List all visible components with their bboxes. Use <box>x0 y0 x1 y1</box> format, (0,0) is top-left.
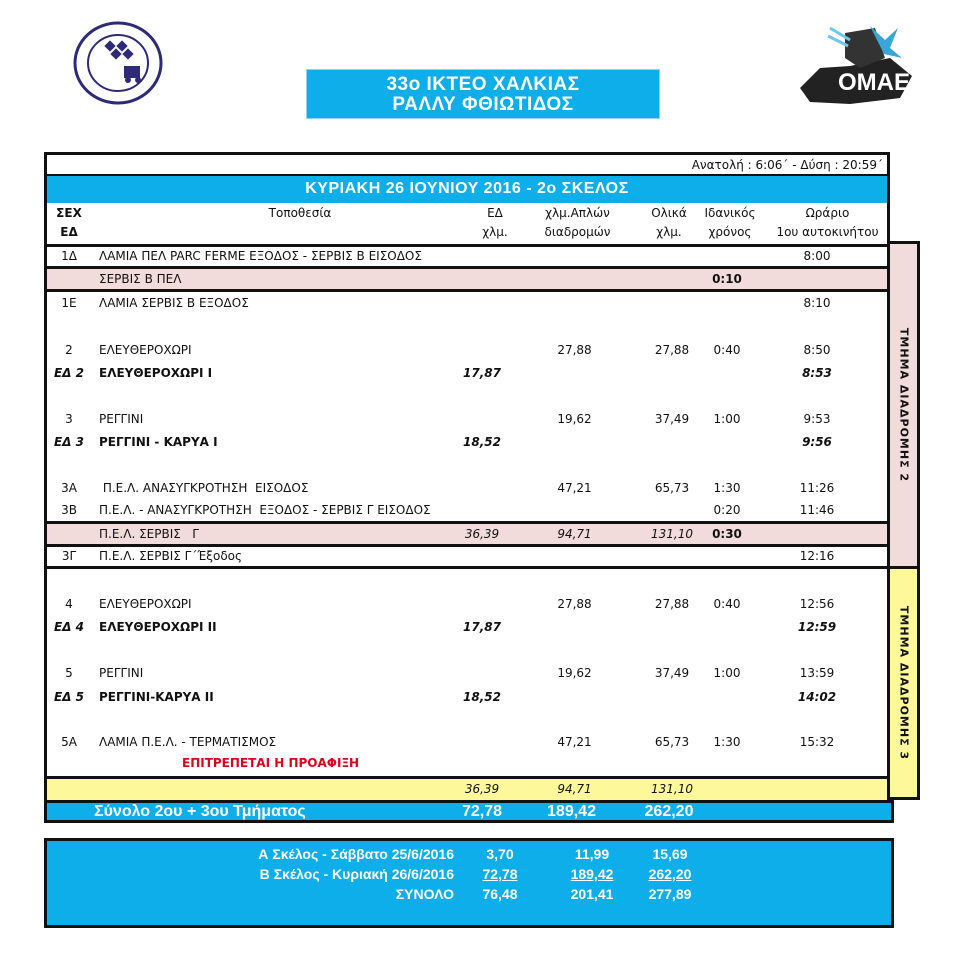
club-emblem-logo <box>72 20 164 106</box>
row-location: ΛΑΜΙΑ ΣΕΡΒΙΣ Β ΕΞΟΔΟΣ <box>99 296 249 310</box>
row-total-km: 37,49 <box>654 666 690 680</box>
row-code: 3Γ <box>61 549 77 563</box>
omae-logo-text: ΟΜΑΕ <box>838 69 910 96</box>
col-header-schedule-2: 1ου αυτοκινήτου <box>776 225 879 239</box>
row-code: 2 <box>65 343 73 357</box>
row-total-km: 65,73 <box>654 735 690 749</box>
row-liaison-km: 47,21 <box>557 481 592 495</box>
row-total-km: 27,88 <box>654 343 690 357</box>
row-ideal-time: 0:20 <box>713 503 741 517</box>
row-liaison-km: 19,62 <box>557 412 592 426</box>
row-location: Π.Ε.Λ. - ΑΝΑΣΥΓΚΡΟΤΗΣΗ ΕΞΟΔΟΣ - ΣΕΡΒΙΣ Γ ΕΙΣΟΔΟΣ <box>99 503 431 517</box>
row-code: 4 <box>65 597 73 611</box>
col-header-total-km-1: Ολικά <box>651 206 687 220</box>
summary-total-km: 277,89 <box>648 886 692 902</box>
row-time: 14:02 <box>797 690 837 704</box>
row-location: ΛΑΜΙΑ ΠΕΛ PARC FERME ΕΞΟΔΟΣ - ΣΕΡΒΙΣ Β ΕΙΣΟΔΟΣ <box>99 249 422 263</box>
row-ideal-time: 0:10 <box>712 272 742 286</box>
row-location: ΕΛΕΥΘΕΡΟΧΩΡΙ Ι <box>99 366 213 380</box>
row-code: ΕΔ 2 <box>53 366 84 380</box>
summary-liaison-km: 189,42 <box>570 866 614 882</box>
row-time: 8:50 <box>803 343 831 357</box>
row-location: ΡΕΓΓΙΝΙ <box>99 412 144 426</box>
row-location: Π.Ε.Λ. ΣΕΡΒΙΣ Γ <box>99 527 199 541</box>
col-header-ideal-time-2: χρόνος <box>708 225 752 239</box>
row-code: 3Α <box>61 481 77 495</box>
col-header-ideal-time-1: Ιδανικός <box>704 206 756 220</box>
row-ideal-time: 0:40 <box>713 343 741 357</box>
summary-label: Α Σκέλος - Σάββατο 25/6/2016 <box>258 846 454 862</box>
col-header-code-1: ΣΕΧ <box>56 206 82 220</box>
row-location: ΕΛΕΥΘΕΡΟΧΩΡΙ <box>99 597 192 611</box>
subtotal-liaison-km: 94,71 <box>557 782 592 796</box>
row-time: 13:59 <box>799 666 835 680</box>
col-header-code <box>47 204 91 244</box>
row-code: ΕΔ 4 <box>53 620 84 634</box>
row-time: 8:53 <box>802 366 832 380</box>
row-code: 5 <box>65 666 73 680</box>
grand-total-total-km: 262,20 <box>644 803 694 820</box>
col-header-code-2: ΕΔ <box>60 225 78 239</box>
row-code: 3Β <box>61 503 77 517</box>
row-ed-km: 18,52 <box>463 690 501 704</box>
row-ed-km: 18,52 <box>463 435 501 449</box>
row-liaison-km: 47,21 <box>557 735 592 749</box>
row-code: ΕΔ 3 <box>53 435 84 449</box>
summary-total-km: 15,69 <box>652 846 688 862</box>
row-time: 12:16 <box>799 549 835 563</box>
col-header-ed-km-2: χλμ. <box>482 225 508 239</box>
summary-row-leg-b <box>47 865 891 883</box>
row-total-km: 27,88 <box>654 597 690 611</box>
section-2-label: ΤΜΗΜΑ ΔΙΑΔΡΟΜΗΣ 2 <box>897 327 910 483</box>
grand-total-ed-km: 72,78 <box>461 803 503 820</box>
row-total-km: 131,10 <box>651 527 693 541</box>
row-location: ΛΑΜΙΑ Π.Ε.Λ. - ΤΕΡΜΑΤΙΣΜΟΣ <box>99 735 277 749</box>
event-title-line1: 33ο ΙΚΤΕΟ ΧΑΛΚΙΑΣ <box>386 74 580 95</box>
row-total-km: 65,73 <box>654 481 690 495</box>
row-ed-km: 17,87 <box>463 366 501 380</box>
event-title-line2: ΡΑΛΛΥ ΦΘΙΩΤΙΔΟΣ <box>392 94 574 115</box>
summary-ed-km: 72,78 <box>482 866 518 882</box>
row-location: Π.Ε.Λ. ΣΕΡΒΙΣ Γ΄Έξοδος <box>99 549 243 563</box>
row-ed-km: 17,87 <box>463 620 501 634</box>
row-time: 8:00 <box>803 249 831 263</box>
row-liaison-km: 94,71 <box>557 527 592 541</box>
row-time: 11:26 <box>799 481 835 495</box>
col-header-ideal-time <box>695 204 765 244</box>
day-title: ΚΥΡΙΑΚΗ 26 ΙΟΥΝΙΟΥ 2016 - 2ο ΣΚΕΛΟΣ <box>44 176 890 203</box>
sunrise-sunset: Ανατολή : 6:06΄ - Δύση : 20:59΄ <box>44 152 890 176</box>
row-location: ΕΛΕΥΘΕΡΟΧΩΡΙ ΙΙ <box>99 620 217 634</box>
row-ideal-time: 0:30 <box>712 527 742 541</box>
row-ideal-time: 0:40 <box>713 597 741 611</box>
grand-total-liaison-km: 189,42 <box>547 803 596 820</box>
summary-ed-km: 3,70 <box>486 846 514 862</box>
row-ed-km: 36,39 <box>464 527 500 541</box>
row-location: Π.Ε.Λ. ΑΝΑΣΥΓΚΡΟΤΗΣΗ ΕΙΣΟΔΟΣ <box>99 481 309 495</box>
section-3-label-box <box>887 566 920 800</box>
row-time: 12:59 <box>797 620 837 634</box>
subtotal-total-km: 131,10 <box>651 782 693 796</box>
row-liaison-km: 27,88 <box>557 597 592 611</box>
row-time: 9:56 <box>802 435 832 449</box>
row-location: ΡΕΓΓΙΝΙ <box>99 666 144 680</box>
row-time: 15:32 <box>799 735 835 749</box>
row-ideal-time: 1:00 <box>713 412 741 426</box>
early-arrival-note: ΕΠΙΤΡΕΠΕΤΑΙ Η ΠΡΟΑΦΙΞΗ <box>182 756 360 770</box>
row-ideal-time: 1:00 <box>713 666 741 680</box>
summary-label: Β Σκέλος - Κυριακή 26/6/2016 <box>259 866 454 882</box>
row-code: 3 <box>65 412 73 426</box>
summary-label: ΣΥΝΟΛΟ <box>395 886 454 902</box>
col-header-total-km-2: χλμ. <box>656 225 682 239</box>
grand-total-label: Σύνολο 2ου + 3ου Τμήματος <box>94 803 306 820</box>
summary-row-total <box>47 885 891 903</box>
section-2-label-box <box>887 241 920 569</box>
col-header-ed-km-1: ΕΔ <box>487 206 503 220</box>
section-3-label: ΤΜΗΜΑ ΔΙΑΔΡΟΜΗΣ 3 <box>897 605 910 761</box>
row-code: ΕΔ 5 <box>53 690 84 704</box>
row-time: 8:10 <box>803 296 831 310</box>
col-header-location <box>200 204 400 244</box>
summary-ed-km: 76,48 <box>482 886 518 902</box>
row-code: 1Ε <box>61 296 77 310</box>
event-title <box>306 69 660 119</box>
row-location: ΡΕΓΓΙΝΙ - ΚΑΡΥΑ Ι <box>99 435 218 449</box>
summary-row-leg-a <box>47 845 891 863</box>
omae-logo <box>790 18 920 114</box>
row-code: 1Δ <box>61 249 77 263</box>
row-ideal-time: 1:30 <box>713 735 741 749</box>
row-time: 12:56 <box>799 597 835 611</box>
row-total-km: 37,49 <box>654 412 690 426</box>
summary-liaison-km: 11,99 <box>574 846 610 862</box>
col-header-schedule-1: Ωράριο <box>805 206 850 220</box>
col-header-schedule <box>765 204 890 244</box>
row-code: 5Α <box>61 735 77 749</box>
row-time: 9:53 <box>803 412 831 426</box>
row-liaison-km: 27,88 <box>557 343 592 357</box>
row-location: ΡΕΓΓΙΝΙ-ΚΑΡΥΑ ΙΙ <box>99 690 214 704</box>
row-ideal-time: 1:30 <box>713 481 741 495</box>
col-header-liaison-km-2: διαδρομών <box>544 225 611 239</box>
row-liaison-km: 19,62 <box>557 666 592 680</box>
grand-total-row <box>44 800 894 823</box>
rally-summary <box>44 838 894 928</box>
summary-total-km: 262,20 <box>648 866 692 882</box>
row-time: 11:46 <box>799 503 835 517</box>
col-header-liaison-km <box>520 204 635 244</box>
summary-liaison-km: 201,41 <box>570 886 614 902</box>
subtotal-ed-km: 36,39 <box>464 782 500 796</box>
col-header-location-text: Τοποθεσία <box>268 206 332 220</box>
col-header-liaison-km-1: χλμ.Απλών <box>545 206 610 220</box>
row-location: ΣΕΡΒΙΣ Β ΠΕΛ <box>99 272 182 286</box>
row-location: ΕΛΕΥΘΕΡΟΧΩΡΙ <box>99 343 192 357</box>
